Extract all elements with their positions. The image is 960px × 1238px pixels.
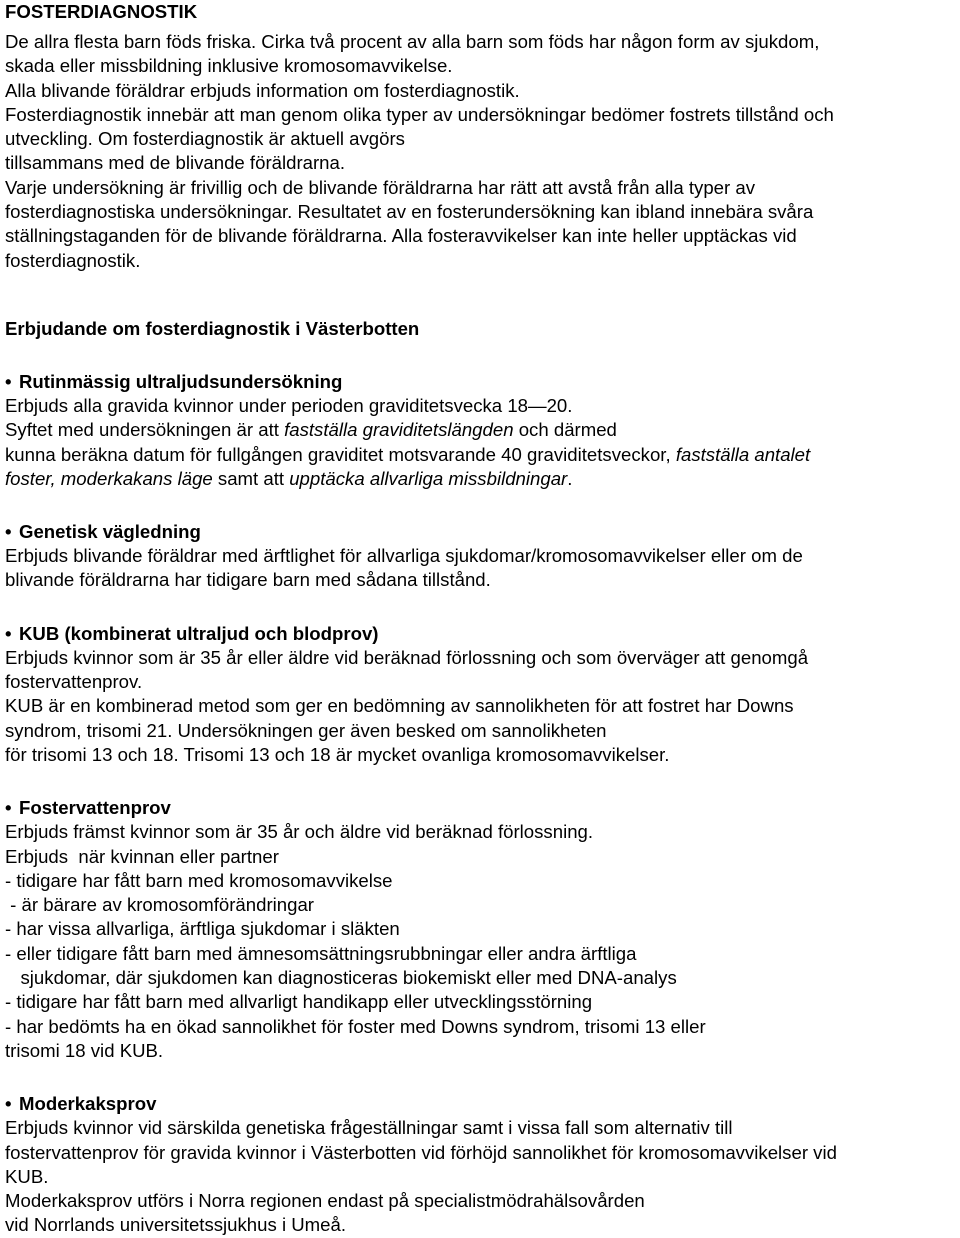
intro-line: De allra flesta barn föds friska. Cirka två procent av alla barn som föds har någon form av sjukdom, (5, 31, 820, 52)
bullet-icon: • (5, 622, 12, 644)
section-heading-genetisk (5, 520, 957, 544)
fostervatten-line: - eller tidigare fått barn med ämnesomsättningsrubbningar eller andra ärftliga (5, 942, 637, 964)
genetisk-line: Erbjuds blivande föräldrar med ärftlighet för allvarliga sjukdomar/kromosomavvikelser eller om de (5, 545, 803, 567)
section-heading-ultraljud (5, 370, 957, 394)
kub-line: för trisomi 13 och 18. Trisomi 13 och 18 är mycket ovanliga kromosomavvikelser. (5, 743, 670, 765)
intro-line: fosterdiagnostiska undersökningar. Resultatet av en fosterundersökning kan ibland innebära svåra (5, 201, 814, 223)
section-genetisk (5, 520, 957, 593)
section-heading-fostervatten (5, 796, 957, 820)
kub-line: Erbjuds kvinnor som är 35 år eller äldre vid beräknad förlossning och som överväger att genomgå (5, 646, 809, 668)
intro-line: ställningstaganden för de blivande föräldrarna. Alla fosteravvikelser kan inte heller upptäckas vid (5, 225, 797, 247)
heading-text: KUB (kombinerat ultraljud och blodprov) (19, 622, 379, 644)
intro-line: Alla blivande föräldrar erbjuds information om fosterdiagnostik. (5, 79, 520, 101)
bullet-icon: • (5, 797, 12, 819)
heading-text: Genetisk vägledning (19, 521, 201, 543)
page-title: FOSTERDIAGNOSTIK (5, 1, 198, 22)
moderkaka-line: Moderkaksprov utförs i Norra regionen endast på specialistmödrahälsovården (5, 1190, 645, 1212)
bullet-icon: • (5, 521, 12, 543)
fostervatten-line: - är bärare av kromosomförändringar (5, 894, 314, 916)
moderkaka-line: fostervattenprov för gravida kvinnor i Västerbotten vid förhöjd sannolikhet för kromosomavvikelser vid (5, 1141, 837, 1163)
fostervatten-line: sjukdomar, där sjukdomen kan diagnosticeras biokemiskt eller med DNA-analys (5, 967, 677, 989)
section-heading-kub (5, 622, 957, 646)
kub-line: syndrom, trisomi 21. Undersökningen ger även besked om sannolikheten (5, 719, 607, 741)
moderkaka-line: vid Norrlands universitetssjukhus i Umeå. (5, 1214, 347, 1236)
section-kub (5, 622, 957, 767)
ultraljud-line: kunna beräkna datum för fullgången graviditet motsvarande 40 graviditetsveckor, fastställa antalet (5, 443, 811, 465)
ultraljud-line: Syftet med undersökningen är att fastställa graviditetslängden och därmed (5, 419, 617, 441)
section-heading: Erbjudande om fosterdiagnostik i Västerbotten (5, 317, 420, 339)
section-ultraljud (5, 370, 957, 491)
fostervatten-line: Erbjuds när kvinnan eller partner (5, 845, 279, 867)
heading-text: Rutinmässig ultraljudsundersökning (19, 370, 343, 392)
intro-line: Varje undersökning är frivillig och de blivande föräldrarna har rätt att avstå från alla typer av (5, 176, 755, 198)
intro-paragraph (5, 30, 957, 273)
moderkaka-line: KUB. (5, 1165, 49, 1187)
bullet-icon: • (5, 1093, 12, 1115)
section-fostervatten (5, 796, 957, 1063)
fostervatten-line: Erbjuds främst kvinnor som är 35 år och äldre vid beräknad förlossning. (5, 821, 594, 843)
bullet-icon: • (5, 370, 12, 392)
document (5, 0, 957, 1238)
fostervatten-line: trisomi 18 vid KUB. (5, 1039, 164, 1061)
fostervatten-line: - har vissa allvarliga, ärftliga sjukdomar i släkten (5, 918, 400, 940)
intro-line: Fosterdiagnostik innebär att man genom olika typer av undersökningar bedömer fostrets tillstånd och (5, 103, 834, 125)
ultraljud-line: Erbjuds alla gravida kvinnor under perioden graviditetsvecka 18—20. (5, 394, 573, 416)
intro-line: tillsammans med de blivande föräldrarna. (5, 152, 346, 174)
intro-line: fosterdiagnostik. (5, 249, 141, 271)
kub-line: KUB är en kombinerad metod som ger en bedömning av sannolikheten för att fostret har Downs (5, 695, 794, 717)
section-moderkaka (5, 1092, 957, 1237)
fostervatten-line: - tidigare har fått barn med allvarligt handikapp eller utvecklingsstörning (5, 991, 593, 1013)
moderkaka-line: Erbjuds kvinnor vid särskilda genetiska frågeställningar samt i vissa fall som alternativ till (5, 1117, 733, 1139)
kub-line: fostervattenprov. (5, 671, 143, 693)
section-heading-moderkaka (5, 1092, 957, 1116)
heading-text: Fostervattenprov (19, 797, 171, 819)
genetisk-line: blivande föräldrarna har tidigare barn med sådana tillstånd. (5, 569, 491, 591)
fostervatten-line: - har bedömts ha en ökad sannolikhet för foster med Downs syndrom, trisomi 13 eller (5, 1015, 706, 1037)
intro-line: skada eller missbildning inklusive kromosomavvikelse. (5, 55, 453, 77)
heading-text: Moderkaksprov (19, 1093, 157, 1115)
fostervatten-line: - tidigare har fått barn med kromosomavvikelse (5, 869, 393, 891)
ultraljud-line: foster, moderkakans läge samt att upptäcka allvarliga missbildningar. (5, 467, 573, 489)
intro-line: utveckling. Om fosterdiagnostik är aktuell avgörs (5, 128, 405, 150)
